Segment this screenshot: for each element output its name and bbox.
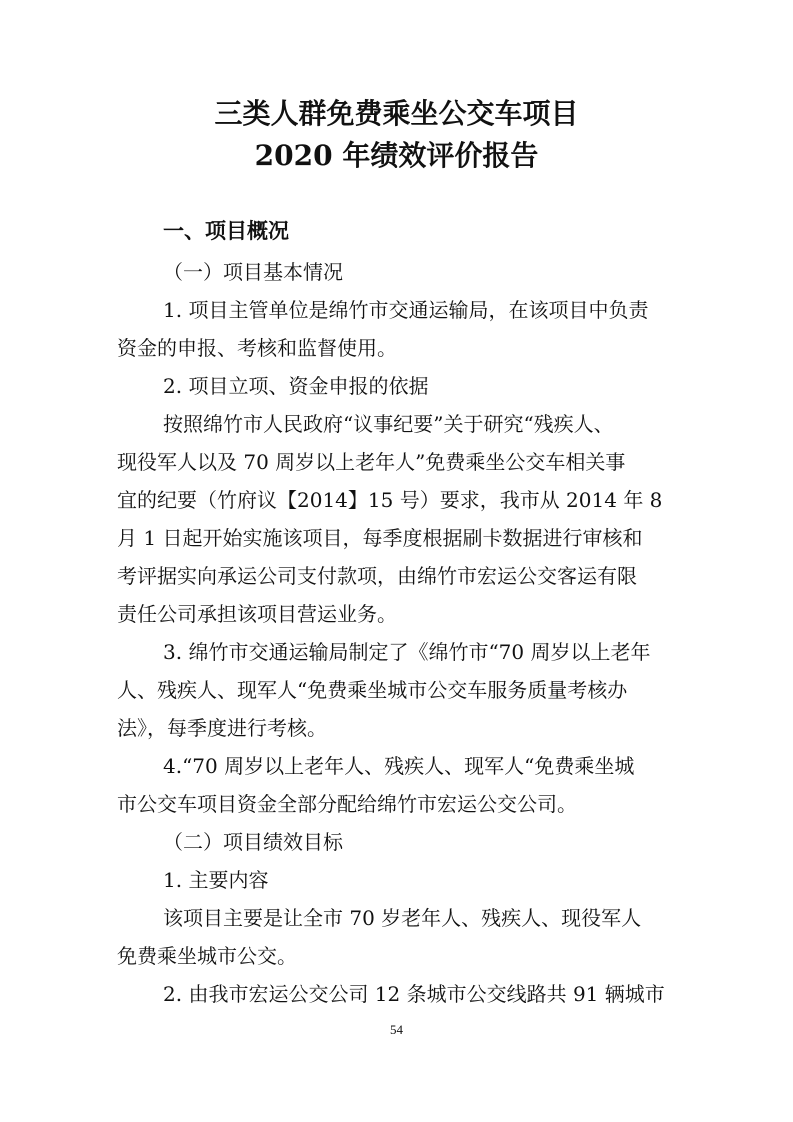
paragraph-line: 该项目主要是让全市 70 岁老年人、残疾人、现役军人 xyxy=(163,906,642,930)
paragraph-heading: 2. 项目立项、资金申报的依据 xyxy=(163,374,429,398)
paragraph-line: 责任公司承担该项目营运业务。 xyxy=(117,602,397,626)
paragraph-line: 法》，每季度进行考核。 xyxy=(117,716,327,740)
paragraph-line: 3. 绵竹市交通运输局制定了《绵竹市“70 周岁以上老年 xyxy=(163,640,651,664)
paragraph-line: 现役军人以及 70 周岁以上老年人”免费乘坐公交车相关事 xyxy=(117,450,626,474)
subsection-heading-basic-info: （一）项目基本情况 xyxy=(163,260,343,284)
paragraph-line: 1. 项目主管单位是绵竹市交通运输局，在该项目中负责 xyxy=(163,298,649,322)
paragraph-line: 月 1 日起开始实施该项目，每季度根据刷卡数据进行审核和 xyxy=(117,526,643,550)
paragraph-line: 资金的申报、考核和监督使用。 xyxy=(117,336,397,360)
paragraph-line: 市公交车项目资金全部分配给绵竹市宏运公交公司。 xyxy=(117,792,577,816)
paragraph-line: 宜的纪要（竹府议【2014】15 号）要求，我市从 2014 年 8 xyxy=(117,488,663,512)
paragraph-line: 免费乘坐城市公交。 xyxy=(117,944,297,968)
paragraph-line: 2. 由我市宏运公交公司 12 条城市公交线路共 91 辆城市 xyxy=(163,982,665,1006)
subsection-heading-performance-goals: （二）项目绩效目标 xyxy=(163,830,343,854)
paragraph-line: 人、残疾人、现军人“免费乘坐城市公交车服务质量考核办 xyxy=(117,678,628,702)
document-title-line1: 三类人群免费乘坐公交车项目 xyxy=(214,97,579,130)
paragraph-line: 按照绵竹市人民政府“议事纪要”关于研究“残疾人、 xyxy=(163,412,614,436)
paragraph-line: 考评据实向承运公司支付款项，由绵竹市宏运公交客运有限 xyxy=(117,564,637,588)
paragraph-line: 4.“70 周岁以上老年人、残疾人、现军人“免费乘坐城 xyxy=(163,754,635,778)
paragraph-heading: 1. 主要内容 xyxy=(163,868,269,892)
section-heading-project-overview: 一、项目概况 xyxy=(163,219,289,243)
page-number: 54 xyxy=(390,1022,403,1037)
document-title-line2: 2020 年绩效评价报告 xyxy=(254,139,539,172)
